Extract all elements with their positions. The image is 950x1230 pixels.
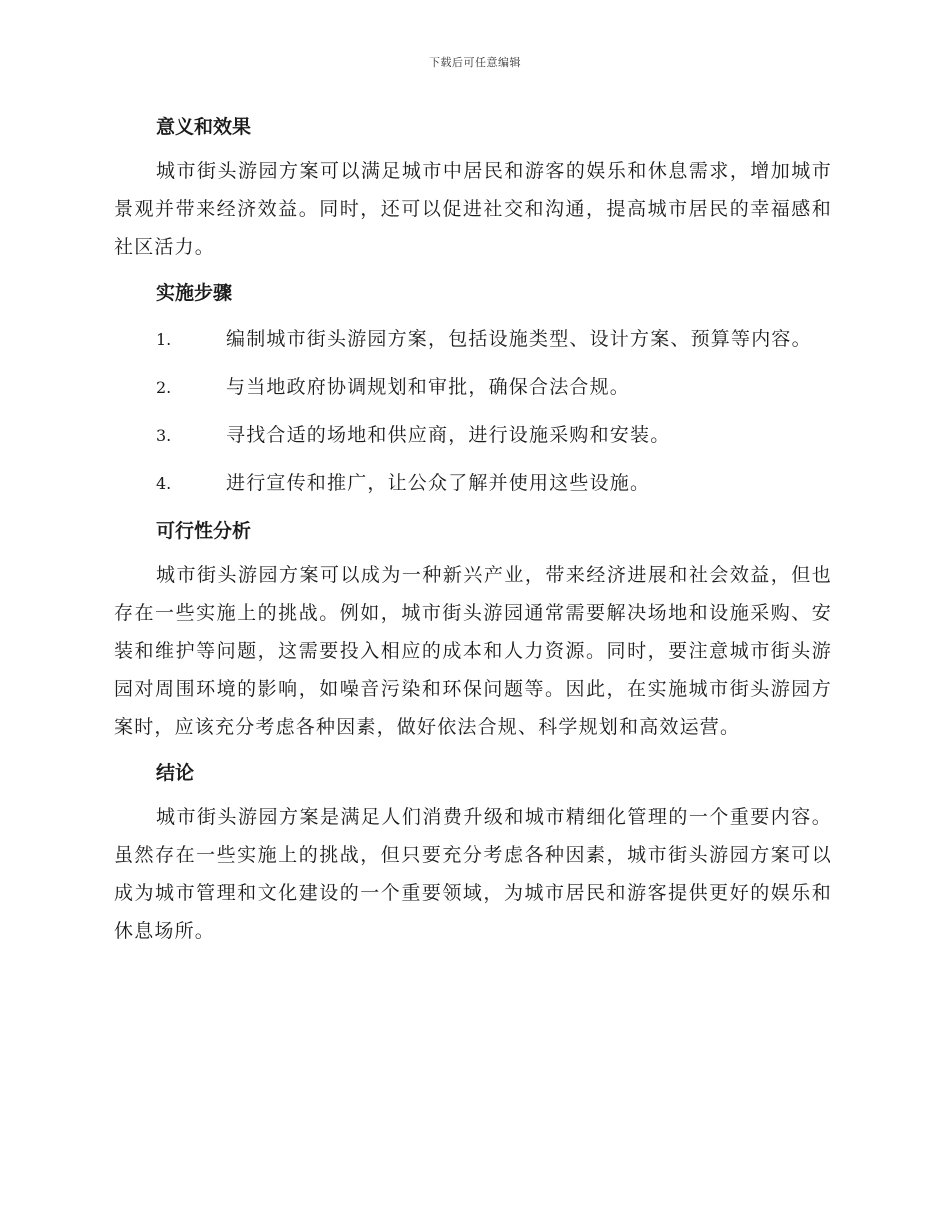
list-item [114, 464, 832, 503]
list-number: 4. [156, 474, 172, 493]
list-item [114, 416, 832, 455]
paragraph-conclusion: 城市街头游园方案是满足人们消费升级和城市精细化管理的一个重要内容。虽然存在一些实施上的挑战，但只要充分考虑各种因素，城市街头游园方案可以成为城市管理和文化建设的一个重要领域，为城市居民和游客提供更好的娱乐和休息场所。 [114, 806, 832, 942]
paragraph-feasibility: 城市街头游园方案可以成为一种新兴产业，带来经济进展和社会效益，但也存在一些实施上的挑战。例如，城市街头游园通常需要解决场地和设施采购、安装和维护等问题，这需要投入相应的成本和人力资源。同时，要注意城市街头游园对周围环境的影响，如噪音污染和环保问题等。因此，在实施城市街头游园方案时，应该充分考虑各种因素，做好依法合规、科学规划和高效运营。 [114, 564, 832, 738]
list-item [114, 368, 832, 407]
list-text: 进行宣传和推广，让公众了解并使用这些设施。 [226, 472, 651, 494]
section-title-conclusion: 结论 [156, 762, 195, 784]
list-text: 与当地政府协调规划和审批，确保合法合规。 [226, 376, 631, 398]
header-note: 下载后可任意编辑 [429, 56, 521, 69]
section-title-steps: 实施步骤 [156, 282, 233, 304]
list-text: 编制城市街头游园方案，包括设施类型、设计方案、预算等内容。 [226, 328, 812, 350]
paragraph-significance: 城市街头游园方案可以满足城市中居民和游客的娱乐和休息需求，增加城市景观并带来经济效益。同时，还可以促进社交和沟通，提高城市居民的幸福感和社区活力。 [114, 160, 832, 258]
document-body [114, 108, 832, 950]
list-item [114, 320, 832, 359]
steps-list [114, 320, 832, 503]
section-title-feasibility: 可行性分析 [156, 520, 252, 542]
list-number: 3. [156, 426, 172, 445]
list-number: 2. [156, 378, 172, 397]
list-number: 1. [156, 330, 172, 349]
list-text: 寻找合适的场地和供应商，进行设施采购和安装。 [226, 424, 671, 446]
section-title-significance: 意义和效果 [156, 116, 252, 138]
